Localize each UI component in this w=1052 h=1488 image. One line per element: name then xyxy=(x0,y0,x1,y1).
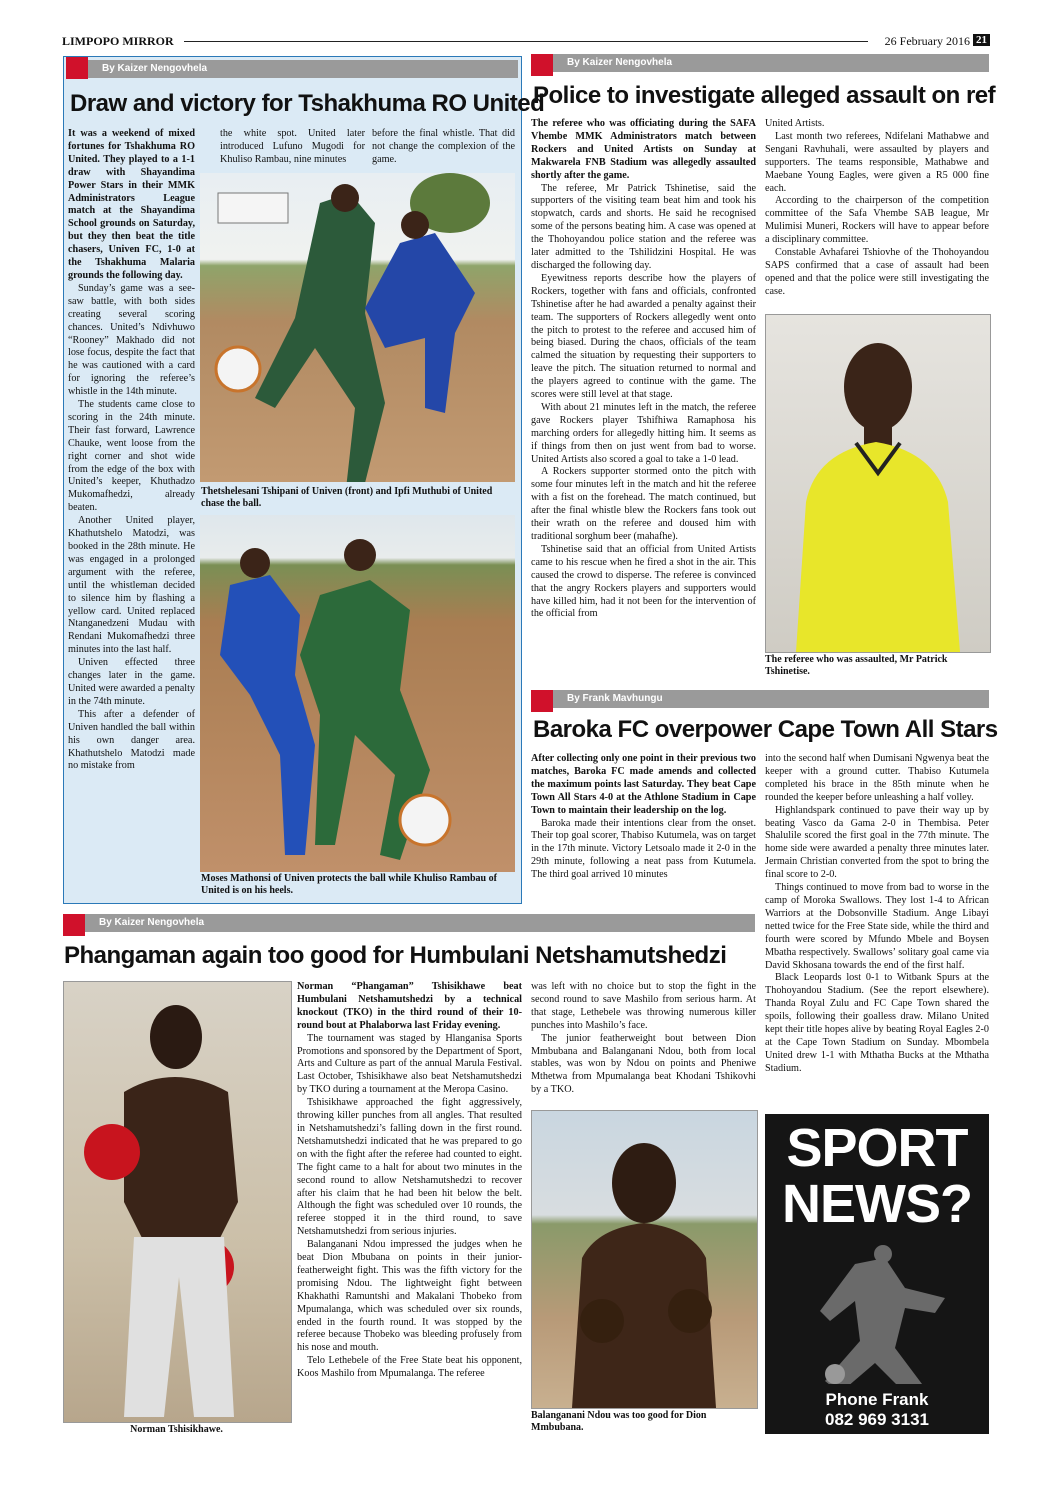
story1-col1: It was a weekend of mixed fortunes for Tshakhuma RO United. They played to a 1-1 draw with Shayandima Power Stars in their MMK Administrators League match at the Shayandima School grounds on Saturday, but they then beat the title chasers, Univen FC, 1-0 at the Tshakhuma Malaria grounds the following day. Sunday’s game was a see-saw battle, with both sides creating several scoring chances. United’s Ndivhuwo “Rooney” Makhado did not lose focus, despite the fact that he was cautioned with a card for ignoring the referee’s whistle in the 14th minute. The students came close to scoring in the 24th minute. Their fast forward, Lawrence Chauke, went loose from the right corner and shot wide from the edge of the box with United’s keeper, Khuthadzo Mukomafhedzi, already beaten. Another United player, Khathutshelo Matodzi, was booked in the 28th minute. He was engaged in a prolonged argument with the referee, until the whistleman decided to silence him by flashing a yellow card. United replaced Ntanganedzeni Mudau with Rendani Mukomafhedzi three minutes into the last half. Univen effected three changes later in the game. United were awarded a penalty in the 74th minute. This after a defender of Univen handled the ball within his own danger area. Khathutshelo Matodzi made no mistake from xyxy=(68,128,195,772)
masthead-rule xyxy=(184,41,868,42)
footballer-silhouette-icon xyxy=(765,1244,989,1384)
publication-name: LIMPOPO MIRROR xyxy=(62,34,174,48)
headline-story2: Police to investigate alleged assault on ref xyxy=(533,82,996,109)
photo-boxer-tshisikhawe xyxy=(63,981,292,1423)
caption-boxer-right: Balanganani Ndou was too good for Dion Mmbubana. xyxy=(531,1410,707,1433)
masthead xyxy=(62,34,990,50)
caption-referee: The referee who was assaulted, Mr Patrick Tshinetise. xyxy=(765,654,948,677)
byline-marker xyxy=(531,690,553,712)
headline-story3: Baroka FC overpower Cape Town All Stars xyxy=(533,716,998,743)
byline-marker xyxy=(531,54,553,76)
issue-date: 26 February 2016 xyxy=(884,34,970,48)
story1-col2: the white spot. United later introduced Lufuno Mugodi for Khuliso Rambau, nine minutes xyxy=(220,128,365,165)
photo-football-protect xyxy=(200,515,515,872)
story3-col1: After collecting only one point in their previous two matches, Baroka FC made amends and collected the maximum points last Saturday. They beat Cape Town All Stars 4-0 at the Athlone Stadium in Cape Town to maintain their leadership on the log. Baroka made their intentions clear from the onset. Their top goal scorer, Thabiso Kutumela, was on target in the 17th minute. Victory Letsoalo made it 2-0 in the 29th minute, following a neat pass from Kutumela. The third goal arrived 10 minutes xyxy=(531,753,756,881)
page-number: 21 xyxy=(973,34,990,46)
story1-col3: before the final whistle. That did not change the complexion of the game. xyxy=(372,128,515,165)
sport-news-ad xyxy=(765,1114,989,1434)
byline-story3: By Frank Mavhungu xyxy=(531,690,989,708)
headline-story4: Phangaman again too good for Humbulani Netshamutshedzi xyxy=(64,942,727,969)
ad-headline-2: NEWS? xyxy=(782,1174,972,1234)
ad-headline-1: SPORT xyxy=(786,1118,968,1178)
story2-col1: The referee who was officiating during the SAFA Vhembe MMK Administrators match between Rockers and United Artists on Sunday at Makwarela FNB Stadium was allegedly assaulted shortly after the game. The referee, Mr Patrick Tshinetise, said the supporters of the visiting team beat him and took his stopwatch, cards and shorts. He said he recognised some of the persons beating him. A case was opened at the Thohoyandou police station and the referee was later admitted to the Tshilidzini Hospital. He was discharged the following day. Eyewitness reports describe how the players of Rockers, together with fans and officials, confronted Tshinetise after he had awarded a penalty against their team. The supporters of Rockers allegedly went onto the pitch to protest to the referee and accused him of being biased. During the chaos, officials of the team calmed the situation by requesting their supporters to leave the pitch. The situation returned to normal and the players agreed to continue with the game. The scores were still level at that stage. With about 21 minutes left in the match, the referee gave Rockers player Tshifhiwa Ramaphosa his marching orders for allegedly hitting him. It seems as if things from then on just went from bad to worse. United Artists also scored a goal to take a 1-0 lead. A Rockers supporter stormed onto the pitch with some four minutes left in the match and hit the referee with a fist on the forehead. The match continued, but after the final whistle blew the Rockers fans took out their wrath on the referee and doused him with traditional sorghum beer (mahafhe). Tshinetise said that an official from United Artists came to his rescue when he fired a shot in the air. This caused the crowd to disperse. The referee is convinced that the angry Rockers players and supporters would have killed him, had it not been for the intervention of the official from xyxy=(531,118,756,620)
story2-col2: United Artists. Last month two referees, Ndifelani Mathabwe and Sengani Ravhuhali, were assaulted by players and supporters. The teams responsible, Mathabwe and Maebane Young Eagles, were given a R5 000 fine each. According to the chairperson of the competition committee of the Safa Vhembe SAB league, Mr Mulimisi Muneri, Rockers will have to appear before a disciplinary committee. Constable Avhafarei Tshiovhe of the Thohoyandou SAPS confirmed that a case of assault had been opened and that the police were still investigating the case. xyxy=(765,118,989,297)
caption-boxer-left: Norman Tshisikhawe. xyxy=(130,1424,223,1435)
ad-contact: Phone Frank xyxy=(825,1390,929,1409)
story4-col1: Norman “Phangaman” Tshisikhawe beat Humbulani Netshamutshedzi by a technical knockout (TKO) in the third round of their 10-round bout at Phalaborwa last Friday evening. The tournament was staged by Hlanganisa Sports Promotions and sponsored by the Department of Sport, Arts and Culture as part of the annual Marula Festival. Last October, Tshisikhawe also beat Netshamutshedzi by TKO during a tournament at the Meropa Casino. Tshisikhawe approached the fight aggressively, throwing killer punches from all angles. That resulted in Netshamutshedzi’s falling down in the first round. Netshamutshedzi indicated that he was prepared to go on with the fight after the referee had counted to eight. The fight came to a halt for about two minutes in the second round to allow Netshamutshedzi to recover after his claim that he had been hit below the belt. Although the fight was scheduled over 10 rounds, the referee stopped it in the third round, to save Netshamutshedzi from serious injuries. Balanganani Ndou impressed the judges when he beat Dion Mbubana on points in their junior-featherweight fight. This was the fifth victory for the promising Ndou. The lightweight fight between Khakhathi Ramuntshi and Makalani Thobeko from Mpumalanga, which was scheduled over six rounds, ended in the fourth round. It was stopped by the referee because Thobeko was bleeding profusely from his nose and mouth. Telo Lethebele of the Free State beat his opponent, Koos Mashilo from Mpumalanga. The referee xyxy=(297,981,522,1380)
caption-photo2: Moses Mathonsi of Univen protects the ball while Khuliso Rambau of United is on his heels. xyxy=(201,873,497,896)
byline-marker xyxy=(63,914,85,936)
photo-boxer-ndou xyxy=(531,1110,758,1409)
headline-story1: Draw and victory for Tshakhuma RO United xyxy=(70,90,545,117)
byline-story4: By Kaizer Nengovhela xyxy=(63,914,755,932)
photo-football-chase xyxy=(200,173,515,482)
byline-story2: By Kaizer Nengovhela xyxy=(531,54,989,72)
story4-col2: was left with no choice but to stop the fight in the second round to save Mashilo from serious harm. At that stage, Lethebele was throwing numerous killer punches into Mashilo’s face. The junior featherweight bout between Dion Mmbubana and Balanganani Ndou, both from local stables, was won by Ndou on points and Pheniwe Mthetwa from Mpumalanga beat Khodani Tshikovhi by a TKO. xyxy=(531,981,756,1096)
photo-referee xyxy=(765,314,991,653)
byline-story1: By Kaizer Nengovhela xyxy=(66,60,518,78)
caption-photo1: Thetshelesani Tshipani of Univen (front) and Ipfi Muthubi of United chase the ball. xyxy=(201,486,493,509)
story3-col2: into the second half when Dumisani Ngwenya beat the keeper with a ground cutter. Thabiso Kutumela completed his brace in the 85th minute when he rounded the keeper before unleashing a half volley. Highlandspark continued to pave their way up by beating Vasco da Gama 2-0 in Thembisa. Peter Shalulile scored the first goal in the 77th minute. The home side were awarded a penalty three minutes later. Jermain Christian converted from the spot to bring the final score to 2-0. Things continued to move from bad to worse in the camp of Moroka Swallows. They lost 1-4 to African Warriors at the Dobsonville Stadium. Ange Libayi netted twice for the Free State side, while the third and fourth were scored by Mfundo Mbele and Boysen Mbatha respectively. Swallows’ solitary goal came via David Skhosana towards the end of the first half. Black Leopards lost 0-1 to Witbank Spurs at the Thohoyandou Stadium. (See the report elsewhere). Thanda Royal Zulu and FC Cape Town shared the spoils, following their goalless draw. Milano United kept their title hopes alive by beating Royal Eagles 2-0 at the Cape Town Stadium on Sunday. Mbombela United drew 1-1 with Mthatha Bucks at the Mthatha Stadium. xyxy=(765,753,989,1074)
byline-marker xyxy=(66,57,88,79)
ad-phone: 082 969 3131 xyxy=(825,1410,929,1429)
